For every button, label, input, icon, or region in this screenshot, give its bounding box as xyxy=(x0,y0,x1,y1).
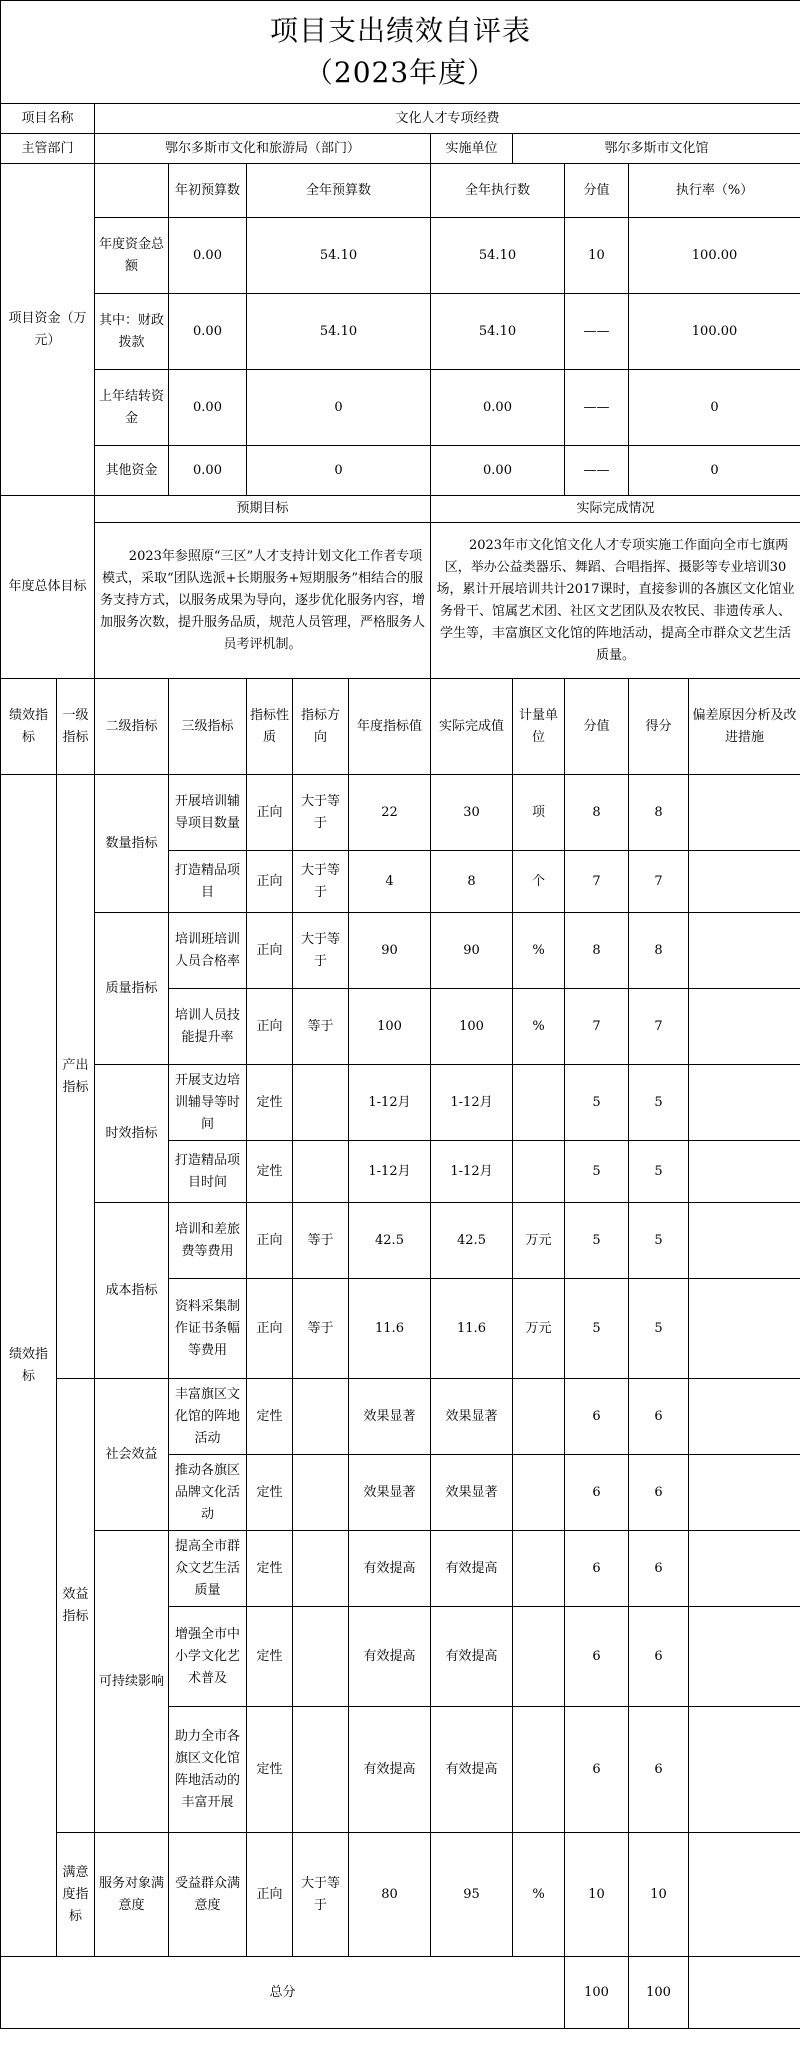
unit-cell: % xyxy=(513,1833,565,1957)
actual-cell: 8 xyxy=(431,851,513,913)
unit-cell xyxy=(513,1607,565,1707)
funds-header-rate: 执行率（%） xyxy=(629,164,800,218)
funds-row-initial: 0.00 xyxy=(169,294,247,370)
score-cell: 7 xyxy=(629,989,689,1065)
funds-label: 项目资金（万元） xyxy=(1,164,95,496)
score-val-cell: 7 xyxy=(565,989,629,1065)
target-cell: 有效提高 xyxy=(349,1531,431,1607)
funds-header-score-val: 分值 xyxy=(565,164,629,218)
actual-cell: 95 xyxy=(431,1833,513,1957)
funds-header-budget: 全年预算数 xyxy=(247,164,431,218)
target-cell: 100 xyxy=(349,989,431,1065)
actual-cell: 1-12月 xyxy=(431,1065,513,1141)
deviation-cell xyxy=(689,1379,800,1455)
actual-cell: 效果显著 xyxy=(431,1455,513,1531)
score-val-cell: 5 xyxy=(565,1279,629,1379)
unit-cell: 万元 xyxy=(513,1203,565,1279)
impl-unit-label: 实施单位 xyxy=(431,134,513,164)
unit-cell: 万元 xyxy=(513,1279,565,1379)
score-cell: 8 xyxy=(629,913,689,989)
score-cell: 10 xyxy=(629,1833,689,1957)
direction-cell xyxy=(293,1707,349,1833)
direction-cell: 大于等于 xyxy=(293,851,349,913)
nature-cell: 正向 xyxy=(247,913,293,989)
target-cell: 1-12月 xyxy=(349,1065,431,1141)
funds-row-exec: 0.00 xyxy=(431,446,565,496)
score-val-cell: 5 xyxy=(565,1203,629,1279)
actual-cell: 90 xyxy=(431,913,513,989)
funds-row-exec: 54.10 xyxy=(431,218,565,294)
score-val-cell: 5 xyxy=(565,1065,629,1141)
direction-cell: 等于 xyxy=(293,1203,349,1279)
funds-row-budget: 54.10 xyxy=(247,294,431,370)
nature-cell: 定性 xyxy=(247,1065,293,1141)
funds-row-score-val: 10 xyxy=(565,218,629,294)
perf-header-direction: 指标方向 xyxy=(293,679,349,775)
unit-cell: % xyxy=(513,989,565,1065)
level1-output: 产出指标 xyxy=(57,775,95,1379)
actual-cell: 11.6 xyxy=(431,1279,513,1379)
level3-cell: 推动各旗区品牌文化活动 xyxy=(169,1455,247,1531)
funds-header-blank xyxy=(95,164,169,218)
nature-cell: 正向 xyxy=(247,851,293,913)
actual-cell: 有效提高 xyxy=(431,1607,513,1707)
direction-cell: 等于 xyxy=(293,1279,349,1379)
direction-cell xyxy=(293,1141,349,1203)
actual-cell: 100 xyxy=(431,989,513,1065)
level2-service: 服务对象满意度 xyxy=(95,1833,169,1957)
funds-row-rate: 0 xyxy=(629,370,800,446)
level3-cell: 开展培训辅导项目数量 xyxy=(169,775,247,851)
nature-cell: 正向 xyxy=(247,775,293,851)
funds-row-budget: 0 xyxy=(247,446,431,496)
deviation-cell xyxy=(689,1707,800,1833)
score-val-cell: 5 xyxy=(565,1141,629,1203)
dept-label: 主管部门 xyxy=(1,134,95,164)
deviation-cell xyxy=(689,1141,800,1203)
level3-cell: 提高全市群众文艺生活质量 xyxy=(169,1531,247,1607)
total-deviation xyxy=(689,1957,800,2029)
deviation-cell xyxy=(689,851,800,913)
score-val-cell: 6 xyxy=(565,1455,629,1531)
score-val-cell: 6 xyxy=(565,1379,629,1455)
deviation-cell xyxy=(689,1065,800,1141)
perf-header-indicator: 绩效指标 xyxy=(1,679,57,775)
goals-actual-header: 实际完成情况 xyxy=(431,496,800,523)
funds-row-name: 年度资金总额 xyxy=(95,218,169,294)
perf-header-deviation: 偏差原因分析及改进措施 xyxy=(689,679,800,775)
score-cell: 5 xyxy=(629,1279,689,1379)
level3-cell: 助力全市各旗区文化馆阵地活动的丰富开展 xyxy=(169,1707,247,1833)
direction-cell xyxy=(293,1531,349,1607)
funds-row-score-val: —— xyxy=(565,370,629,446)
goals-label: 年度总体目标 xyxy=(1,496,95,679)
goals-expected-header: 预期目标 xyxy=(95,496,431,523)
perf-header-score: 得分 xyxy=(629,679,689,775)
score-val-cell: 6 xyxy=(565,1531,629,1607)
nature-cell: 定性 xyxy=(247,1455,293,1531)
target-cell: 效果显著 xyxy=(349,1455,431,1531)
deviation-cell xyxy=(689,989,800,1065)
dept-value: 鄂尔多斯市文化和旅游局（部门） xyxy=(95,134,431,164)
deviation-cell xyxy=(689,1279,800,1379)
unit-cell xyxy=(513,1707,565,1833)
nature-cell: 定性 xyxy=(247,1141,293,1203)
project-name-label: 项目名称 xyxy=(1,104,95,134)
impl-unit-value: 鄂尔多斯市文化馆 xyxy=(513,134,800,164)
score-val-cell: 10 xyxy=(565,1833,629,1957)
deviation-cell xyxy=(689,1531,800,1607)
score-cell: 6 xyxy=(629,1455,689,1531)
funds-row-rate: 0 xyxy=(629,446,800,496)
level1-satisfaction: 满意度指标 xyxy=(57,1833,95,1957)
level3-cell: 资料采集制作证书条幅等费用 xyxy=(169,1279,247,1379)
total-score-val: 100 xyxy=(565,1957,629,2029)
level3-cell: 打造精品项目 xyxy=(169,851,247,913)
target-cell: 90 xyxy=(349,913,431,989)
deviation-cell xyxy=(689,1607,800,1707)
perf-header-target: 年度指标值 xyxy=(349,679,431,775)
score-cell: 6 xyxy=(629,1707,689,1833)
perf-header-score-val: 分值 xyxy=(565,679,629,775)
direction-cell xyxy=(293,1455,349,1531)
funds-row-score-val: —— xyxy=(565,294,629,370)
score-val-cell: 8 xyxy=(565,775,629,851)
funds-header-exec: 全年执行数 xyxy=(431,164,565,218)
funds-row-name: 其他资金 xyxy=(95,446,169,496)
score-cell: 8 xyxy=(629,775,689,851)
funds-row-name: 其中：财政拨款 xyxy=(95,294,169,370)
target-cell: 80 xyxy=(349,1833,431,1957)
unit-cell: 个 xyxy=(513,851,565,913)
target-cell: 有效提高 xyxy=(349,1707,431,1833)
nature-cell: 定性 xyxy=(247,1379,293,1455)
funds-row-budget: 0 xyxy=(247,370,431,446)
deviation-cell xyxy=(689,913,800,989)
funds-row-rate: 100.00 xyxy=(629,218,800,294)
funds-row-rate: 100.00 xyxy=(629,294,800,370)
perf-left-label: 绩效指标 xyxy=(1,775,57,1957)
actual-cell: 42.5 xyxy=(431,1203,513,1279)
total-score: 100 xyxy=(629,1957,689,2029)
page-subtitle: （2023年度） xyxy=(304,56,497,89)
level3-cell: 培训和差旅费等费用 xyxy=(169,1203,247,1279)
direction-cell: 等于 xyxy=(293,989,349,1065)
nature-cell: 定性 xyxy=(247,1707,293,1833)
nature-cell: 正向 xyxy=(247,1203,293,1279)
perf-header-level3: 三级指标 xyxy=(169,679,247,775)
level2-cost: 成本指标 xyxy=(95,1203,169,1379)
deviation-cell xyxy=(689,1833,800,1957)
direction-cell xyxy=(293,1607,349,1707)
direction-cell xyxy=(293,1065,349,1141)
score-val-cell: 7 xyxy=(565,851,629,913)
funds-row-budget: 54.10 xyxy=(247,218,431,294)
score-cell: 5 xyxy=(629,1203,689,1279)
level2-sustain: 可持续影响 xyxy=(95,1531,169,1833)
goals-expected-text: 2023年参照原“三区”人才支持计划文化工作者专项模式，采取“团队选派+长期服务+短期服务”相结合的服务支持方式，以服务成果为导向，逐步优化服务内容，增加服务次数，提升服务品质，规范人员管理，严格服务人员考评机制。 xyxy=(95,523,431,679)
direction-cell xyxy=(293,1379,349,1455)
deviation-cell xyxy=(689,1203,800,1279)
actual-cell: 有效提高 xyxy=(431,1707,513,1833)
project-name-value: 文化人才专项经费 xyxy=(95,104,800,134)
level3-cell: 培训班培训人员合格率 xyxy=(169,913,247,989)
table-title xyxy=(1,1,800,104)
nature-cell: 正向 xyxy=(247,1833,293,1957)
level3-cell: 开展支边培训辅导等时间 xyxy=(169,1065,247,1141)
actual-cell: 30 xyxy=(431,775,513,851)
unit-cell xyxy=(513,1379,565,1455)
level3-cell: 打造精品项目时间 xyxy=(169,1141,247,1203)
funds-row-initial: 0.00 xyxy=(169,446,247,496)
actual-cell: 1-12月 xyxy=(431,1141,513,1203)
unit-cell xyxy=(513,1141,565,1203)
perf-header-unit: 计量单位 xyxy=(513,679,565,775)
level2-quality: 质量指标 xyxy=(95,913,169,1065)
target-cell: 11.6 xyxy=(349,1279,431,1379)
nature-cell: 定性 xyxy=(247,1607,293,1707)
funds-row-exec: 54.10 xyxy=(431,294,565,370)
actual-cell: 效果显著 xyxy=(431,1379,513,1455)
target-cell: 效果显著 xyxy=(349,1379,431,1455)
funds-row-initial: 0.00 xyxy=(169,218,247,294)
funds-row-exec: 0.00 xyxy=(431,370,565,446)
level2-timeliness: 时效指标 xyxy=(95,1065,169,1203)
direction-cell: 大于等于 xyxy=(293,913,349,989)
target-cell: 有效提高 xyxy=(349,1607,431,1707)
actual-cell: 有效提高 xyxy=(431,1531,513,1607)
level3-cell: 丰富旗区文化馆的阵地活动 xyxy=(169,1379,247,1455)
target-cell: 42.5 xyxy=(349,1203,431,1279)
score-cell: 6 xyxy=(629,1607,689,1707)
unit-cell: % xyxy=(513,913,565,989)
level3-cell: 增强全市中小学文化艺术普及 xyxy=(169,1607,247,1707)
deviation-cell xyxy=(689,1455,800,1531)
score-cell: 6 xyxy=(629,1379,689,1455)
page-title: 项目支出绩效自评表 xyxy=(270,14,532,47)
unit-cell xyxy=(513,1065,565,1141)
level3-cell: 受益群众满意度 xyxy=(169,1833,247,1957)
unit-cell: 项 xyxy=(513,775,565,851)
direction-cell: 大于等于 xyxy=(293,775,349,851)
perf-header-nature: 指标性质 xyxy=(247,679,293,775)
level2-social: 社会效益 xyxy=(95,1379,169,1531)
nature-cell: 定性 xyxy=(247,1531,293,1607)
perf-header-level1: 一级指标 xyxy=(57,679,95,775)
score-cell: 5 xyxy=(629,1065,689,1141)
score-cell: 5 xyxy=(629,1141,689,1203)
goals-actual-text: 2023年市文化馆文化人才专项实施工作面向全市七旗两区，举办公益类器乐、舞蹈、合唱指挥、摄影等专业培训30场，累计开展培训共计2017课时，直接参训的各旗区文化馆业务骨干、馆属艺术团、社区文艺团队及农牧民、非遗传承人、学生等，丰富旗区文化馆的阵地活动，提高全市群众文艺生活质量。 xyxy=(431,523,800,679)
nature-cell: 正向 xyxy=(247,989,293,1065)
nature-cell: 正向 xyxy=(247,1279,293,1379)
target-cell: 22 xyxy=(349,775,431,851)
total-label: 总分 xyxy=(1,1957,565,2029)
funds-row-name: 上年结转资金 xyxy=(95,370,169,446)
level1-benefit: 效益指标 xyxy=(57,1379,95,1833)
score-val-cell: 8 xyxy=(565,913,629,989)
deviation-cell xyxy=(689,775,800,851)
level3-cell: 培训人员技能提升率 xyxy=(169,989,247,1065)
funds-row-score-val: —— xyxy=(565,446,629,496)
score-val-cell: 6 xyxy=(565,1707,629,1833)
target-cell: 4 xyxy=(349,851,431,913)
funds-row-initial: 0.00 xyxy=(169,370,247,446)
target-cell: 1-12月 xyxy=(349,1141,431,1203)
perf-header-actual: 实际完成值 xyxy=(431,679,513,775)
perf-header-level2: 二级指标 xyxy=(95,679,169,775)
funds-header-initial: 年初预算数 xyxy=(169,164,247,218)
direction-cell: 大于等于 xyxy=(293,1833,349,1957)
unit-cell xyxy=(513,1531,565,1607)
score-cell: 6 xyxy=(629,1531,689,1607)
score-cell: 7 xyxy=(629,851,689,913)
level2-quantity: 数量指标 xyxy=(95,775,169,913)
score-val-cell: 6 xyxy=(565,1607,629,1707)
unit-cell xyxy=(513,1455,565,1531)
